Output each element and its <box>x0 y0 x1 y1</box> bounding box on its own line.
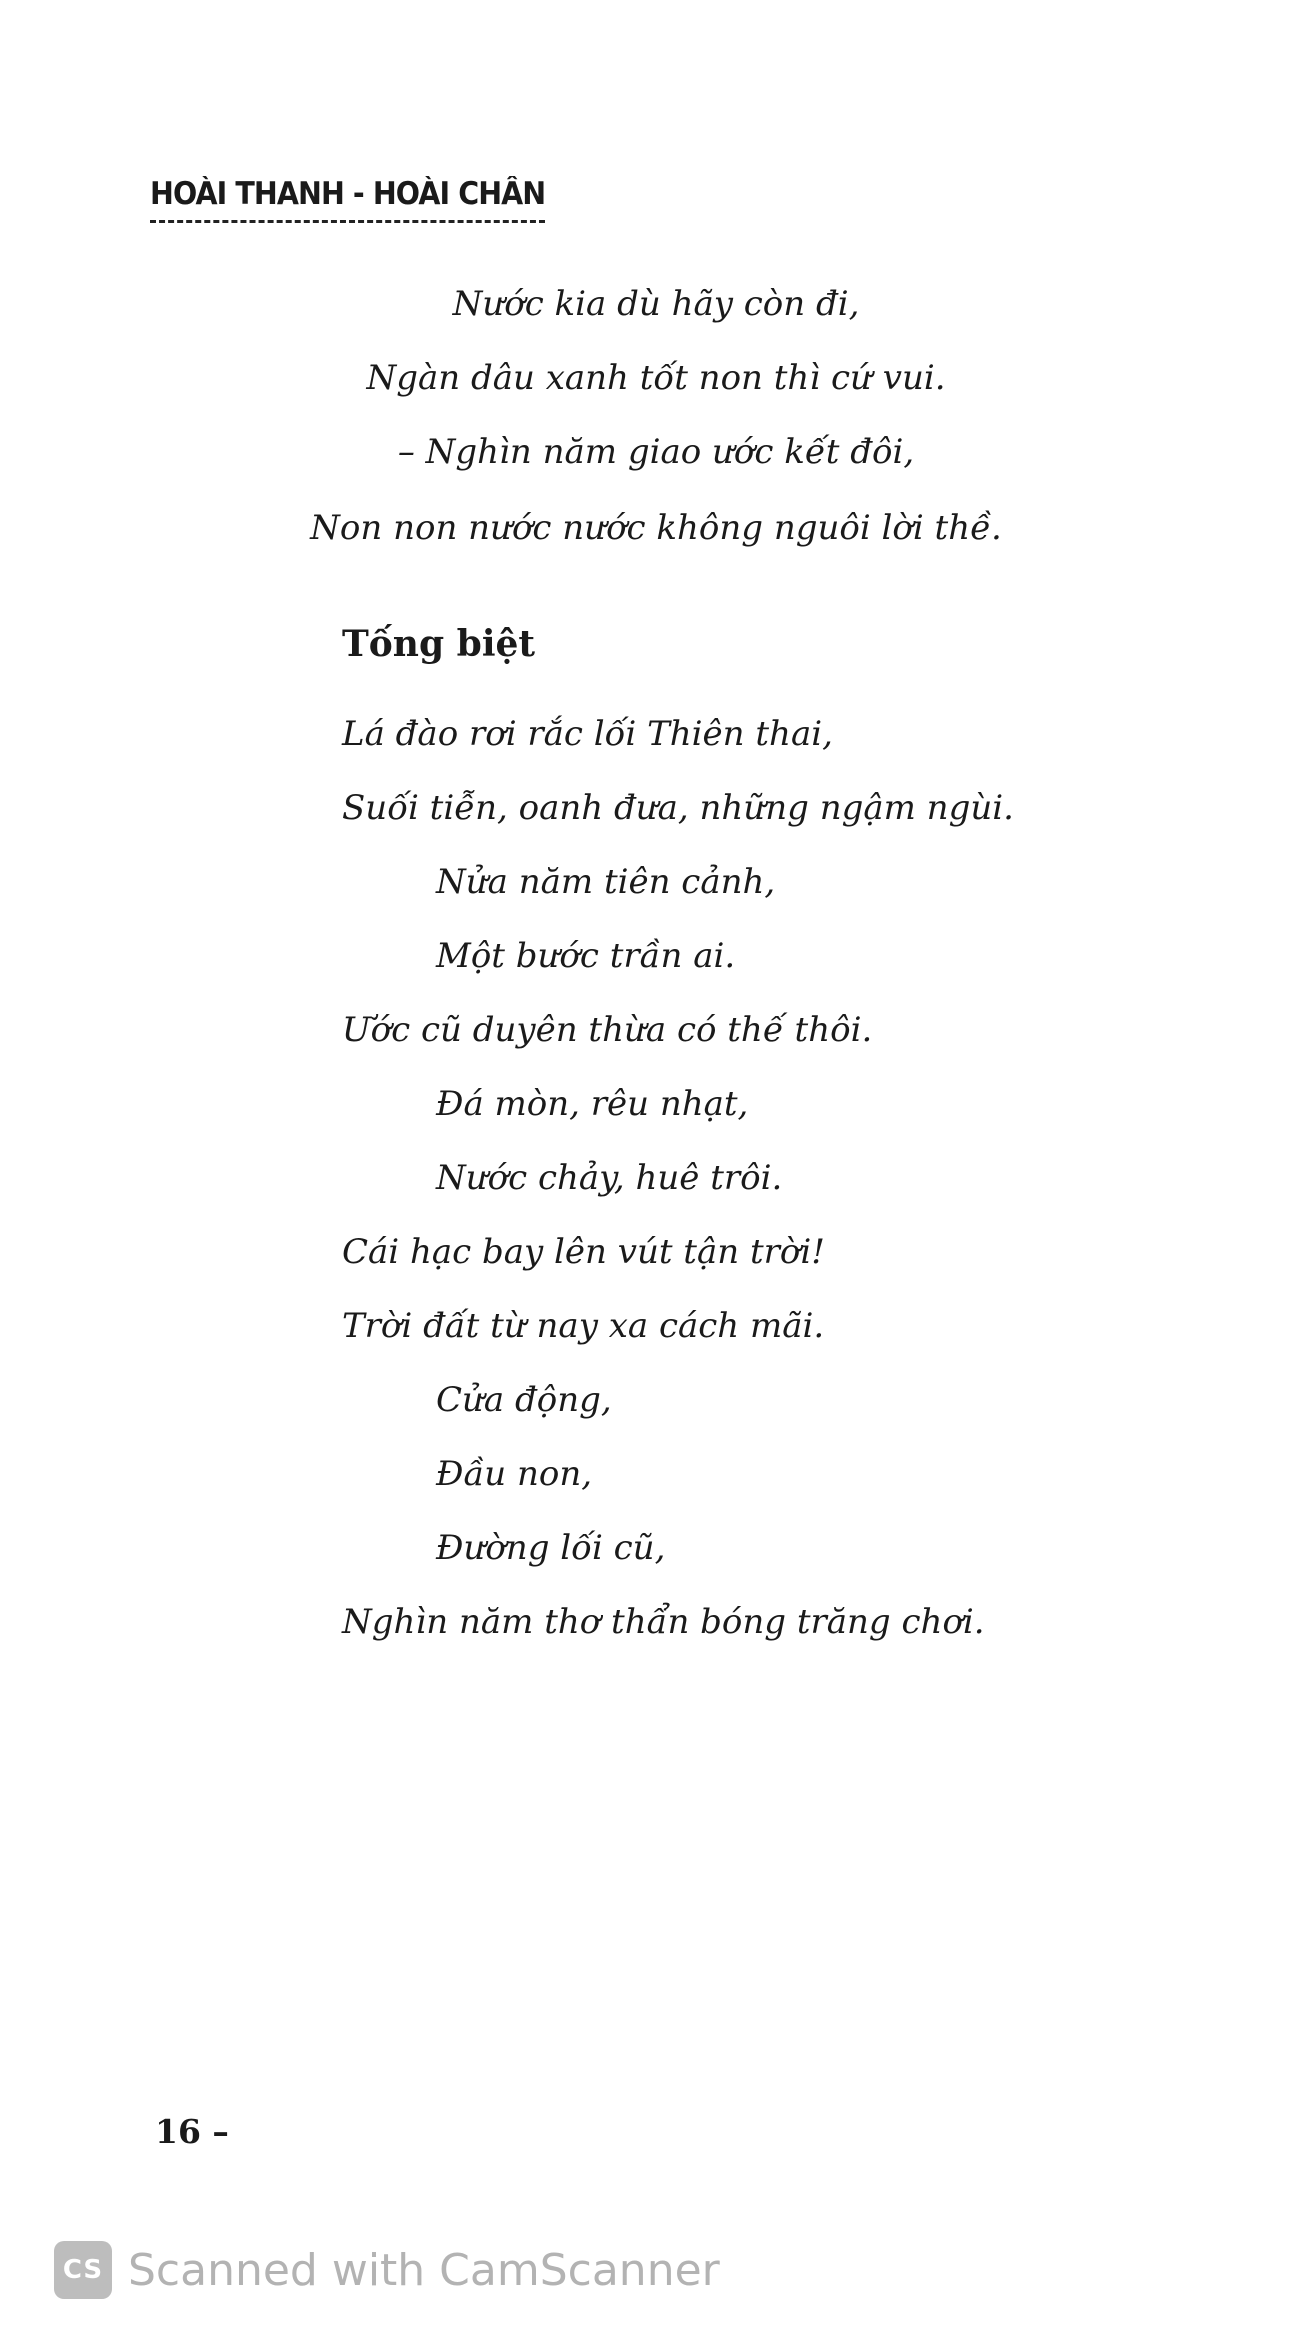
poem-line: Đầu non, <box>436 1454 593 1494</box>
camscanner-watermark <box>54 2240 720 2300</box>
watermark-text: Scanned with CamScanner <box>128 2244 720 2296</box>
poem-line: Suối tiễn, oanh đưa, những ngậm ngùi. <box>342 788 1014 828</box>
poem-line: Cái hạc bay lên vút tận trời! <box>342 1232 825 1272</box>
poem-line: Lá đào rơi rắc lối Thiên thai, <box>342 714 833 754</box>
intro-line: Ngàn dâu xanh tốt non thì cứ vui. <box>366 358 946 398</box>
poem-line: Một bước trần ai. <box>436 936 736 976</box>
poem-line: Nước chảy, huê trôi. <box>436 1158 783 1198</box>
camscanner-logo-icon: CS <box>54 2241 112 2299</box>
poem-line: Đá mòn, rêu nhạt, <box>436 1084 749 1124</box>
poem-line: Nghìn năm thơ thẩn bóng trăng chơi. <box>342 1602 985 1642</box>
header-title: HOÀI THANH - HOÀI CHÂN <box>150 176 546 212</box>
poem-line: Nửa năm tiên cảnh, <box>436 862 776 902</box>
section-title: Tống biệt <box>342 623 536 665</box>
poem-line: Ước cũ duyên thừa có thế thôi. <box>342 1010 873 1050</box>
page-number: 16 – <box>155 2112 229 2151</box>
intro-line: Non non nước nước không nguôi lời thề. <box>310 508 1002 548</box>
running-header <box>150 176 545 223</box>
intro-line: Nước kia dù hãy còn đi, <box>452 284 860 324</box>
poem-line: Cửa động, <box>436 1380 612 1420</box>
header-dashed-rule <box>150 220 545 223</box>
intro-line: – Nghìn năm giao ước kết đôi, <box>397 432 915 472</box>
poem-line: Trời đất từ nay xa cách mãi. <box>342 1306 825 1346</box>
poem-line: Đường lối cũ, <box>436 1528 666 1568</box>
